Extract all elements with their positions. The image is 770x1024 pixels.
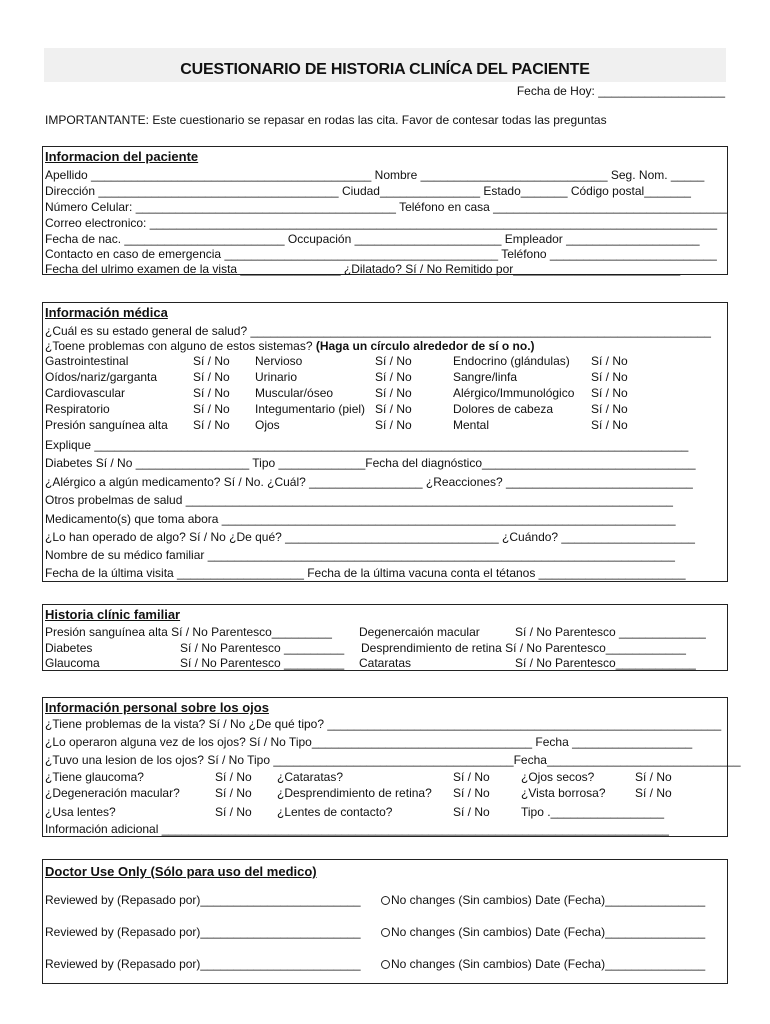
yes-no-option[interactable]: Sí / No	[193, 402, 230, 416]
system-label: Nervioso	[255, 354, 303, 368]
eye-question: ¿Ojos secos?	[521, 770, 595, 784]
system-label: Muscular/óseo	[255, 386, 334, 400]
yes-no-option[interactable]: Sí / No	[375, 402, 412, 416]
system-label: Endocrino (glándulas)	[453, 354, 570, 368]
eye-row[interactable]: ¿Tuvo una lesion de los ojos? Sí / No Tipo ____________________________________Fecha_____________________________	[45, 753, 741, 767]
system-label: Ojos	[255, 418, 280, 432]
yes-no-option[interactable]: Sí / No	[635, 786, 672, 800]
yes-no-option[interactable]: Sí / No	[193, 418, 230, 432]
yes-no-option[interactable]: Sí / No	[453, 805, 490, 819]
medical-row[interactable]: Otros probelmas de salud _________________________________________________________________________	[45, 493, 673, 507]
system-label: Oídos/nariz/garganta	[45, 370, 158, 384]
eye-question: ¿Desprendimiento de retina?	[277, 786, 432, 800]
system-label: Integumentario (piel)	[255, 402, 366, 416]
system-label: Mental	[453, 418, 490, 432]
page-title: CUESTIONARIO DE HISTORIA CLINÍCA DEL PACIENTE	[180, 61, 590, 78]
patient-row[interactable]: Fecha de nac. ________________________ Occupación ______________________ Empleador ____________________	[45, 232, 700, 246]
medical-row[interactable]: Nombre de su médico familiar ______________________________________________________________________	[45, 548, 675, 562]
yes-no-option[interactable]: Sí / No	[375, 386, 412, 400]
no-changes-label: No changes (Sin cambios) Date (Fecha)_______________	[391, 893, 706, 907]
yes-no-option[interactable]: Sí / No	[591, 402, 628, 416]
no-changes-label: No changes (Sin cambios) Date (Fecha)_______________	[391, 925, 706, 939]
radio-circle-icon[interactable]	[381, 960, 390, 969]
systems-question	[45, 339, 535, 353]
eye-question: ¿Tiene glaucoma?	[45, 770, 144, 784]
no-changes-option[interactable]	[381, 893, 705, 907]
patient-row[interactable]: Número Celular: _______________________________________ Teléfono en casa ___________________________________	[45, 200, 727, 214]
yes-no-option[interactable]: Sí / No	[215, 786, 252, 800]
system-label: Cardiovascular	[45, 386, 126, 400]
patient-row[interactable]: Dirección ____________________________________ Ciudad_______________ Estado_______ Código postal_______	[45, 184, 691, 198]
yes-no-option[interactable]: Sí / No	[591, 354, 628, 368]
yes-no-option[interactable]: Sí / No	[591, 370, 628, 384]
family-row-1-c[interactable]: Sí / No Parentesco _____________	[515, 625, 706, 639]
yes-no-option[interactable]: Sí / No	[635, 770, 672, 784]
eye-history-section	[42, 697, 741, 837]
eye-question: ¿Lentes de contacto?	[277, 805, 393, 819]
family-row-2-b[interactable]: Sí / No Parentesco _________	[180, 641, 345, 655]
system-label: Urinario	[255, 370, 298, 384]
radio-circle-icon[interactable]	[381, 896, 390, 905]
yes-no-option[interactable]: Sí / No	[193, 370, 230, 384]
eye-history-heading: Información personal sobre los ojos	[45, 700, 269, 715]
doctor-use-subtitle: (Sólo para uso del medico)	[150, 864, 317, 879]
patient-row[interactable]: Correo electronico: _____________________________________________________________________________________	[45, 216, 717, 230]
system-label: Respiratorio	[45, 402, 110, 416]
family-history-section	[42, 604, 728, 671]
system-label: Gastrointestinal	[45, 354, 129, 368]
system-label: Sangre/linfa	[453, 370, 518, 384]
family-row-2-c[interactable]: Desprendimiento de retina Sí / No Parentesco____________	[361, 641, 686, 655]
doctor-use-title: Doctor Use Only	[45, 864, 147, 879]
eye-question: ¿Vista borrosa?	[521, 786, 606, 800]
systems-instruction: (Haga un círculo alrededor de sí o no.)	[315, 339, 535, 353]
eye-question[interactable]: Tipo ._________________	[521, 805, 665, 819]
medical-row[interactable]: ¿Lo han operado de algo? Sí / No ¿De qué? ________________________________ ¿Cuándo? ____________________	[45, 530, 695, 544]
eye-question: ¿Usa lentes?	[45, 805, 116, 819]
family-row-1-a[interactable]: Presión sanguínea alta Sí / No Parentesco_________	[45, 625, 332, 639]
eye-row[interactable]: ¿Tiene problemas de la vista? Sí / No ¿De qué tipo? ___________________________________________________________	[45, 717, 722, 731]
doctor-use-heading	[45, 864, 317, 879]
general-health-field[interactable]: ¿Cuál es su estado general de salud? _____________________________________________________________________	[45, 324, 711, 338]
reviewed-by-field[interactable]: Reviewed by (Repasado por)________________________	[45, 957, 361, 971]
date-field[interactable]: Fecha de Hoy: ___________________	[516, 84, 725, 98]
family-row-3-a: Glaucoma	[45, 656, 100, 670]
patient-row[interactable]: Fecha del ulrimo examen de la vista _______________ ¿Dilatado? Sí / No Remitido por_________________________	[45, 262, 681, 276]
family-row-2-a: Diabetes	[45, 641, 93, 655]
yes-no-option[interactable]: Sí / No	[453, 770, 490, 784]
system-label: Presión sanguínea alta	[45, 418, 168, 432]
reviewed-by-field[interactable]: Reviewed by (Repasado por)________________________	[45, 925, 361, 939]
family-row-1-b: Degenercaión macular	[359, 625, 480, 639]
no-changes-label: No changes (Sin cambios) Date (Fecha)_______________	[391, 957, 706, 971]
yes-no-option[interactable]: Sí / No	[215, 805, 252, 819]
medical-row[interactable]: ¿Alérgico a algún medicamento? Sí / No. ¿Cuál? _________________ ¿Reacciones? ____________________________	[45, 475, 693, 489]
no-changes-option[interactable]	[381, 925, 705, 939]
no-changes-option[interactable]	[381, 957, 705, 971]
yes-no-option[interactable]: Sí / No	[453, 786, 490, 800]
eye-question: ¿Cataratas?	[277, 770, 344, 784]
medical-row[interactable]: Fecha de la última visita ___________________ Fecha de la última vacuna conta el tétanos ______________________	[45, 566, 686, 580]
patient-row[interactable]: Contacto en caso de emergencia _________________________________________ Teléfono _________________________	[45, 247, 717, 261]
yes-no-option[interactable]: Sí / No	[591, 386, 628, 400]
yes-no-option[interactable]: Sí / No	[375, 418, 412, 432]
patient-info-section	[42, 146, 728, 275]
system-label: Dolores de cabeza	[453, 402, 554, 416]
yes-no-option[interactable]: Sí / No	[215, 770, 252, 784]
eye-question: ¿Degeneración macular?	[45, 786, 180, 800]
yes-no-option[interactable]: Sí / No	[375, 370, 412, 384]
medical-row[interactable]: Explique _________________________________________________________________________________________	[45, 438, 689, 452]
system-label: Alérgico/Immunológico	[453, 386, 575, 400]
eye-row[interactable]: ¿Lo operaron alguna vez de los ojos? Sí / No Tipo_________________________________ Fecha __________________	[45, 735, 693, 749]
systems-question-text: ¿Toene problemas con alguno de estos sistemas?	[45, 339, 316, 353]
radio-circle-icon[interactable]	[381, 928, 390, 937]
medical-row[interactable]: Diabetes Sí / No _________________ Tipo _____________Fecha del diagnóstico________________________________	[45, 456, 696, 470]
medical-info-heading: Información médica	[45, 305, 168, 320]
yes-no-option[interactable]: Sí / No	[193, 354, 230, 368]
yes-no-option[interactable]: Sí / No	[193, 386, 230, 400]
important-notice: IMPORTANTANTE: Este cuestionario se repasar en rodas las cita. Favor de contesar todas las preguntas	[45, 113, 607, 127]
family-row-3-d[interactable]: Sí / No Parentesco____________	[515, 656, 696, 670]
yes-no-option[interactable]: Sí / No	[375, 354, 412, 368]
yes-no-option[interactable]: Sí / No	[591, 418, 628, 432]
patient-row[interactable]: Apellido __________________________________________ Nombre ____________________________ Seg. Nom. _____	[45, 168, 705, 182]
medical-info-section	[42, 302, 728, 582]
additional-info-field[interactable]: Información adicional ____________________________________________________________________________	[45, 822, 669, 836]
family-history-heading: Historia clínic familiar	[45, 607, 181, 622]
patient-info-heading: Informacion del paciente	[45, 149, 199, 164]
family-row-3-c: Cataratas	[359, 656, 412, 670]
family-row-3-b[interactable]: Sí / No Parentesco _________	[180, 656, 345, 670]
reviewed-by-field[interactable]: Reviewed by (Repasado por)________________________	[45, 893, 361, 907]
medical-row[interactable]: Medicamento(s) que toma abora ____________________________________________________________________	[45, 512, 676, 526]
doctor-use-section	[42, 859, 728, 984]
